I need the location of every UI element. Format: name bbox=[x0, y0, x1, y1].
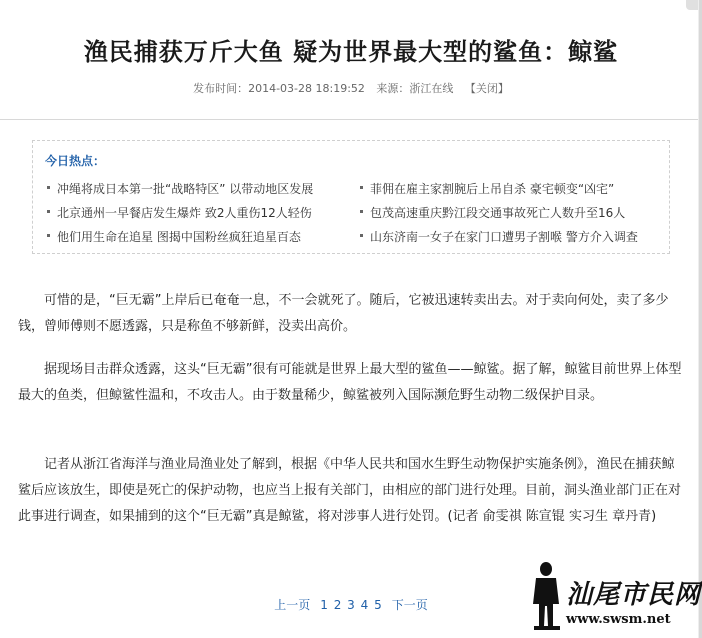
hot-news-link[interactable]: 山东济南一女子在家门口遭男子割喉 警方介入调查 bbox=[360, 228, 638, 245]
bullet-icon bbox=[360, 234, 363, 237]
article-title: 渔民捕获万斤大鱼 疑为世界最大型的鲨鱼：鲸鲨 bbox=[83, 37, 619, 66]
page-link-2[interactable]: 2 bbox=[333, 598, 342, 612]
hot-news-title: 今日热点： bbox=[45, 154, 106, 168]
page-link-1[interactable]: 1 bbox=[320, 598, 328, 612]
bullet-icon bbox=[47, 210, 50, 213]
prev-page-link[interactable]: 上一页 bbox=[274, 598, 311, 612]
article-meta bbox=[0, 80, 702, 96]
watermark-brand: 汕尾市民网 bbox=[566, 580, 702, 610]
publish-label: 发布时间：2014-03-28 18:19:52 bbox=[193, 82, 365, 95]
watermark-url: www.swsm.net bbox=[566, 612, 671, 627]
bullet-icon bbox=[47, 186, 50, 189]
page-link-4[interactable]: 4 bbox=[360, 598, 369, 612]
bullet-icon bbox=[360, 186, 363, 189]
hot-news-link[interactable]: 他们用生命在追星 图揭中国粉丝疯狂追星百态 bbox=[47, 228, 301, 245]
hot-news-link[interactable]: 冲绳将成日本第一批“战略特区” 以带动地区发展 bbox=[47, 180, 313, 197]
article-paragraph: 据现场目击群众透露，这头“巨无霸”很有可能就是世界上最大型的鲨鱼——鲸鲨。据了解，鲸鲨目前世界上体型最大的鱼类，但鲸鲨性温和，不攻击人。由于数量稀少，鲸鲨被列入国际濒危野生动物二级保护目录。 bbox=[18, 362, 682, 403]
corner-mark bbox=[686, 0, 698, 10]
source: 来源：浙江在线 bbox=[376, 82, 454, 95]
hot-news-link[interactable]: 包茂高速重庆黔江段交通事故死亡人数升至16人 bbox=[360, 204, 625, 221]
article-paragraph: 记者从浙江省海洋与渔业局渔业处了解到，根据《中华人民共和国水生野生动物保护实施条例》，渔民在捕获鲸鲨后应该放生，即使是死亡的保护动物，也应当上报有关部门，由相应的部门进行处理。目前，洞头渔业部门正在对此事进行调查，如果捕到的这个“巨无霸”真是鲸鲨，将对涉事人进行处罚。(记者 俞雯祺 陈宣锟 实习生 章丹青) bbox=[18, 457, 682, 524]
article-paragraph: 可惜的是，“巨无霸”上岸后已奄奄一息，不一会就死了。随后，它被迅速转卖出去。对于卖向何处，卖了多少钱，曾师傅则不愿透露，只是称鱼不够新鲜，没卖出高价。 bbox=[18, 293, 669, 334]
site-watermark bbox=[526, 560, 702, 632]
page-link-3[interactable]: 3 bbox=[347, 598, 355, 612]
hot-news-box bbox=[32, 140, 670, 254]
hot-news-link[interactable]: 北京通州一早餐店发生爆炸 致2人重伤12人轻伤 bbox=[47, 204, 312, 221]
bullet-icon bbox=[47, 234, 50, 237]
page-link-5[interactable]: 5 bbox=[374, 598, 382, 612]
person-silhouette-icon bbox=[526, 560, 566, 632]
header-divider bbox=[0, 119, 698, 120]
next-page-link[interactable]: 下一页 bbox=[391, 598, 428, 612]
close-link[interactable]: 【关闭】 bbox=[464, 82, 509, 95]
bullet-icon bbox=[360, 210, 363, 213]
hot-news-link[interactable]: 菲佣在雇主家割腕后上吊自杀 豪宅顿变“凶宅” bbox=[360, 180, 614, 197]
